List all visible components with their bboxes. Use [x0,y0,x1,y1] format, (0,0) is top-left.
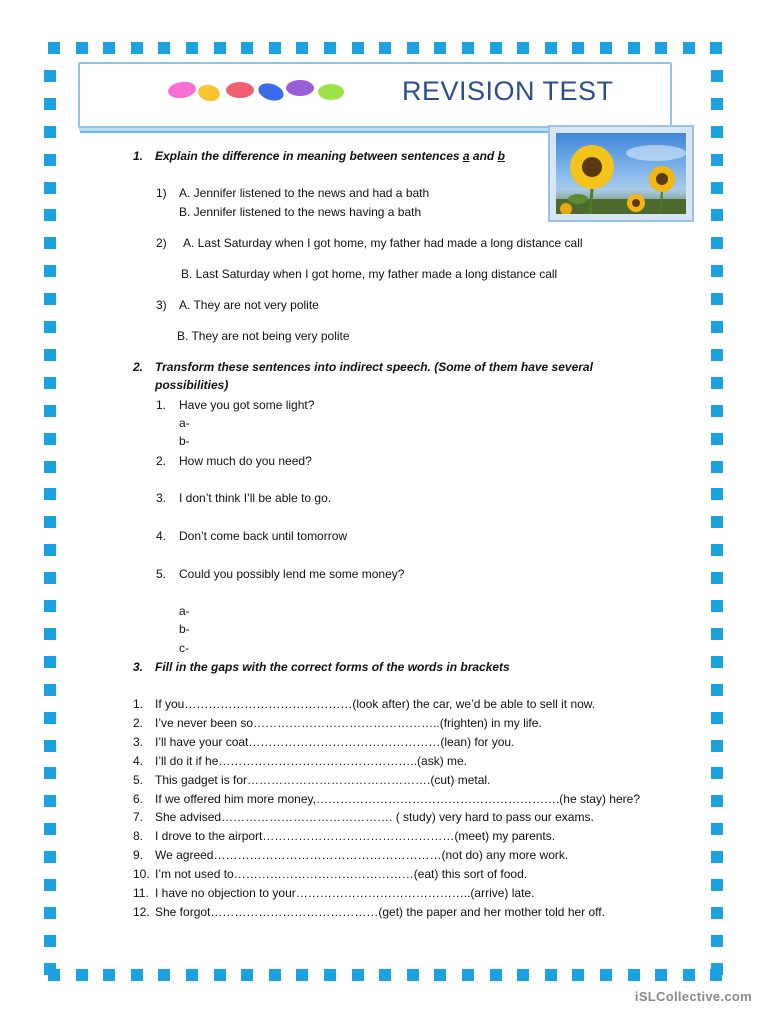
s2-item1-sub-b: b- [179,434,190,448]
border-square-icon [44,879,56,891]
border-square-icon [711,684,723,696]
border-square-icon [44,209,56,221]
border-square-icon [711,656,723,668]
border-square-icon [158,42,170,54]
border-square-icon [44,851,56,863]
s1-item3-a: A. They are not very polite [179,298,319,312]
border-square-icon [241,42,253,54]
section1-title-a: a [462,149,470,163]
section2-number: 2. [133,360,144,374]
gap-fill-sentence: She advised……………………………………. ( study) very hard to pass our exams. [155,810,594,825]
border-square-icon [655,42,667,54]
section3-title: Fill in the gaps with the correct forms of the words in brackets [155,660,510,674]
section2-title-line1: Transform these sentences into indirect speech. (Some of them have several [155,360,593,374]
border-square-icon [711,823,723,835]
border-square-icon [490,969,502,981]
border-square-icon [711,182,723,194]
border-square-icon [44,293,56,305]
border-square-icon [683,969,695,981]
border-square-icon [710,42,722,54]
border-square-icon [711,572,723,584]
s2-item4-text: Don’t come back until tomorrow [179,529,348,543]
border-square-icon [44,488,56,500]
border-square-icon [545,42,557,54]
border-square-icon [131,42,143,54]
border-square-icon [44,684,56,696]
section1-number: 1. [133,149,144,163]
border-square-icon [711,70,723,82]
border-square-icon [711,377,723,389]
gap-fill-number: 7. [133,810,144,825]
border-square-icon [628,42,640,54]
border-square-icon [44,321,56,333]
border-square-icon [600,969,612,981]
border-square-icon [407,969,419,981]
border-square-icon [711,126,723,138]
gap-fill-number: 4. [133,753,144,768]
s1-item2-number: 2) [156,236,167,250]
s1-item3-number: 3) [156,298,167,312]
border-square-icon [44,572,56,584]
border-square-icon [711,628,723,640]
border-square-icon [711,963,723,975]
border-square-icon [44,126,56,138]
s2-item1-number: 1. [156,398,167,412]
border-square-icon [103,969,115,981]
border-square-icon [572,42,584,54]
color-blob-purple-icon [286,80,314,96]
border-square-icon [655,969,667,981]
border-square-icon [711,544,723,556]
s2-item1-sub-a: a- [179,416,190,430]
s2-item5-text: Could you possibly lend me some money? [179,567,405,581]
border-square-icon [44,600,56,612]
border-square-icon [324,969,336,981]
border-square-icon [407,42,419,54]
border-square-icon [44,516,56,528]
border-square-icon [711,488,723,500]
gap-fill-sentence: She forgot……………………………………(get) the paper and her mother told her off. [155,904,605,919]
border-square-icon [44,656,56,668]
border-square-icon [711,293,723,305]
border-square-icon [296,42,308,54]
border-square-icon [490,42,502,54]
border-square-icon [711,600,723,612]
border-square-icon [711,321,723,333]
s1-item3-b: B. They are not being very polite [177,329,350,343]
gap-fill-sentence: I drove to the airport…………………………………………(meet) my parents. [155,829,556,844]
border-square-icon [324,42,336,54]
s2-item1-text: Have you got some light? [179,398,315,412]
border-square-icon [462,969,474,981]
border-square-icon [44,70,56,82]
border-square-icon [711,767,723,779]
border-square-icon [352,969,364,981]
border-square-icon [44,98,56,110]
border-square-icon [44,767,56,779]
s1-item1-a: A. Jennifer listened to the news and had a bath [179,186,430,200]
border-square-icon [44,433,56,445]
border-square-icon [628,969,640,981]
gap-fill-number: 8. [133,829,144,844]
gap-fill-sentence: I’ve never been so………………………………………..(frighten) in my life. [155,715,542,730]
border-square-icon [434,42,446,54]
border-square-icon [44,182,56,194]
border-square-icon [103,42,115,54]
border-square-icon [44,907,56,919]
gap-fill-number: 10. [133,867,150,882]
border-square-icon [76,969,88,981]
border-square-icon [158,969,170,981]
border-square-icon [44,795,56,807]
border-square-icon [600,42,612,54]
border-square-icon [711,712,723,724]
border-square-icon [711,740,723,752]
border-square-icon [711,154,723,166]
s2-item2-number: 2. [156,454,167,468]
border-square-icon [44,544,56,556]
gap-fill-number: 2. [133,715,144,730]
border-square-icon [44,628,56,640]
border-square-icon [379,969,391,981]
border-square-icon [214,42,226,54]
s1-item1-number: 1) [156,186,167,200]
border-square-icon [44,712,56,724]
border-square-icon [131,969,143,981]
color-blob-blue-icon [256,80,286,103]
border-square-icon [379,42,391,54]
border-square-icon [711,879,723,891]
border-square-icon [711,405,723,417]
border-square-icon [711,237,723,249]
title-banner [78,62,672,128]
border-square-icon [517,969,529,981]
s1-item2-b: B. Last Saturday when I got home, my father made a long distance call [181,267,558,281]
color-blob-pink-icon [167,80,197,100]
gap-fill-sentence: I’m not used to………………………………………(eat) this sort of food. [155,867,528,882]
border-square-icon [711,461,723,473]
border-square-icon [44,740,56,752]
s2-item5-sub-a: a- [179,604,190,618]
gap-fill-sentence: We agreed…………………………………………………(not do) any more work. [155,848,569,863]
sunflower-image-icon [556,133,686,214]
border-square-icon [44,461,56,473]
border-square-icon [76,42,88,54]
gap-fill-sentence: If you……………………………………(look after) the car, we’d be able to sell it now. [155,697,596,711]
border-square-icon [44,963,56,975]
s2-item5-number: 5. [156,567,167,581]
border-square-icon [269,969,281,981]
gap-fill-number: 1. [133,697,144,711]
border-square-icon [711,907,723,919]
s1-item2-a: A. Last Saturday when I got home, my father had made a long distance call [183,236,583,250]
border-square-icon [711,349,723,361]
border-square-icon [44,377,56,389]
section1-title-mid: and [469,149,498,163]
border-square-icon [462,42,474,54]
watermark: iSLCollective.com [634,989,752,1004]
border-square-icon [434,969,446,981]
gap-fill-sentence: This gadget is for……………………………………….(cut) metal. [155,772,491,787]
section2-title-line2: possibilities) [155,378,229,392]
sunflowers-photo [548,125,694,222]
border-square-icon [296,969,308,981]
border-square-icon [711,516,723,528]
gap-fill-sentence: If we offered him more money,…………………………………………………….(he stay) here? [155,791,640,806]
section3-number: 3. [133,660,144,674]
border-square-icon [186,42,198,54]
border-square-icon [517,42,529,54]
page-title: REVISION TEST [402,76,614,106]
border-square-icon [44,823,56,835]
gap-fill-number: 9. [133,848,144,863]
border-square-icon [44,265,56,277]
s2-item5-sub-b: b- [179,622,190,636]
border-square-icon [711,935,723,947]
border-square-icon [711,795,723,807]
s2-item3-text: I don’t think I’ll be able to go. [179,491,332,505]
border-square-icon [186,969,198,981]
gap-fill-number: 11. [133,886,149,900]
border-square-icon [572,969,584,981]
color-blob-green-icon [318,84,344,100]
border-square-icon [711,98,723,110]
border-square-icon [683,42,695,54]
gap-fill-sentence: I have no objection to your……………………………………..(arrive) late. [155,886,535,900]
section1-title-b: b [497,149,505,163]
border-square-icon [711,209,723,221]
gap-fill-number: 3. [133,734,144,749]
border-square-icon [44,154,56,166]
section1-heading [155,148,505,164]
border-square-icon [545,969,557,981]
border-square-icon [711,265,723,277]
color-blob-red-icon [226,82,254,98]
s2-item3-number: 3. [156,491,167,505]
gap-fill-sentence: I’ll do it if he…………………………………………..(ask) me. [155,753,468,768]
gap-fill-number: 6. [133,791,144,806]
border-square-icon [352,42,364,54]
s2-item2-text: How much do you need? [179,454,312,468]
s2-item5-sub-c: c- [179,641,189,655]
border-square-icon [269,42,281,54]
section1-title-pre: Explain the difference in meaning between sentences [155,149,463,163]
gap-fill-number: 5. [133,772,144,787]
s2-item4-number: 4. [156,529,167,543]
border-square-icon [44,405,56,417]
border-square-icon [214,969,226,981]
border-square-icon [711,433,723,445]
gap-fill-number: 12. [133,904,150,919]
border-square-icon [44,935,56,947]
border-square-icon [44,237,56,249]
border-square-icon [44,349,56,361]
gap-fill-sentence: I’ll have your coat…………………………………………(lean) for you. [155,734,515,749]
s1-item1-b: B. Jennifer listened to the news having a bath [179,205,422,219]
color-blob-yellow-icon [196,83,221,104]
border-square-icon [711,851,723,863]
border-square-icon [48,42,60,54]
border-square-icon [241,969,253,981]
